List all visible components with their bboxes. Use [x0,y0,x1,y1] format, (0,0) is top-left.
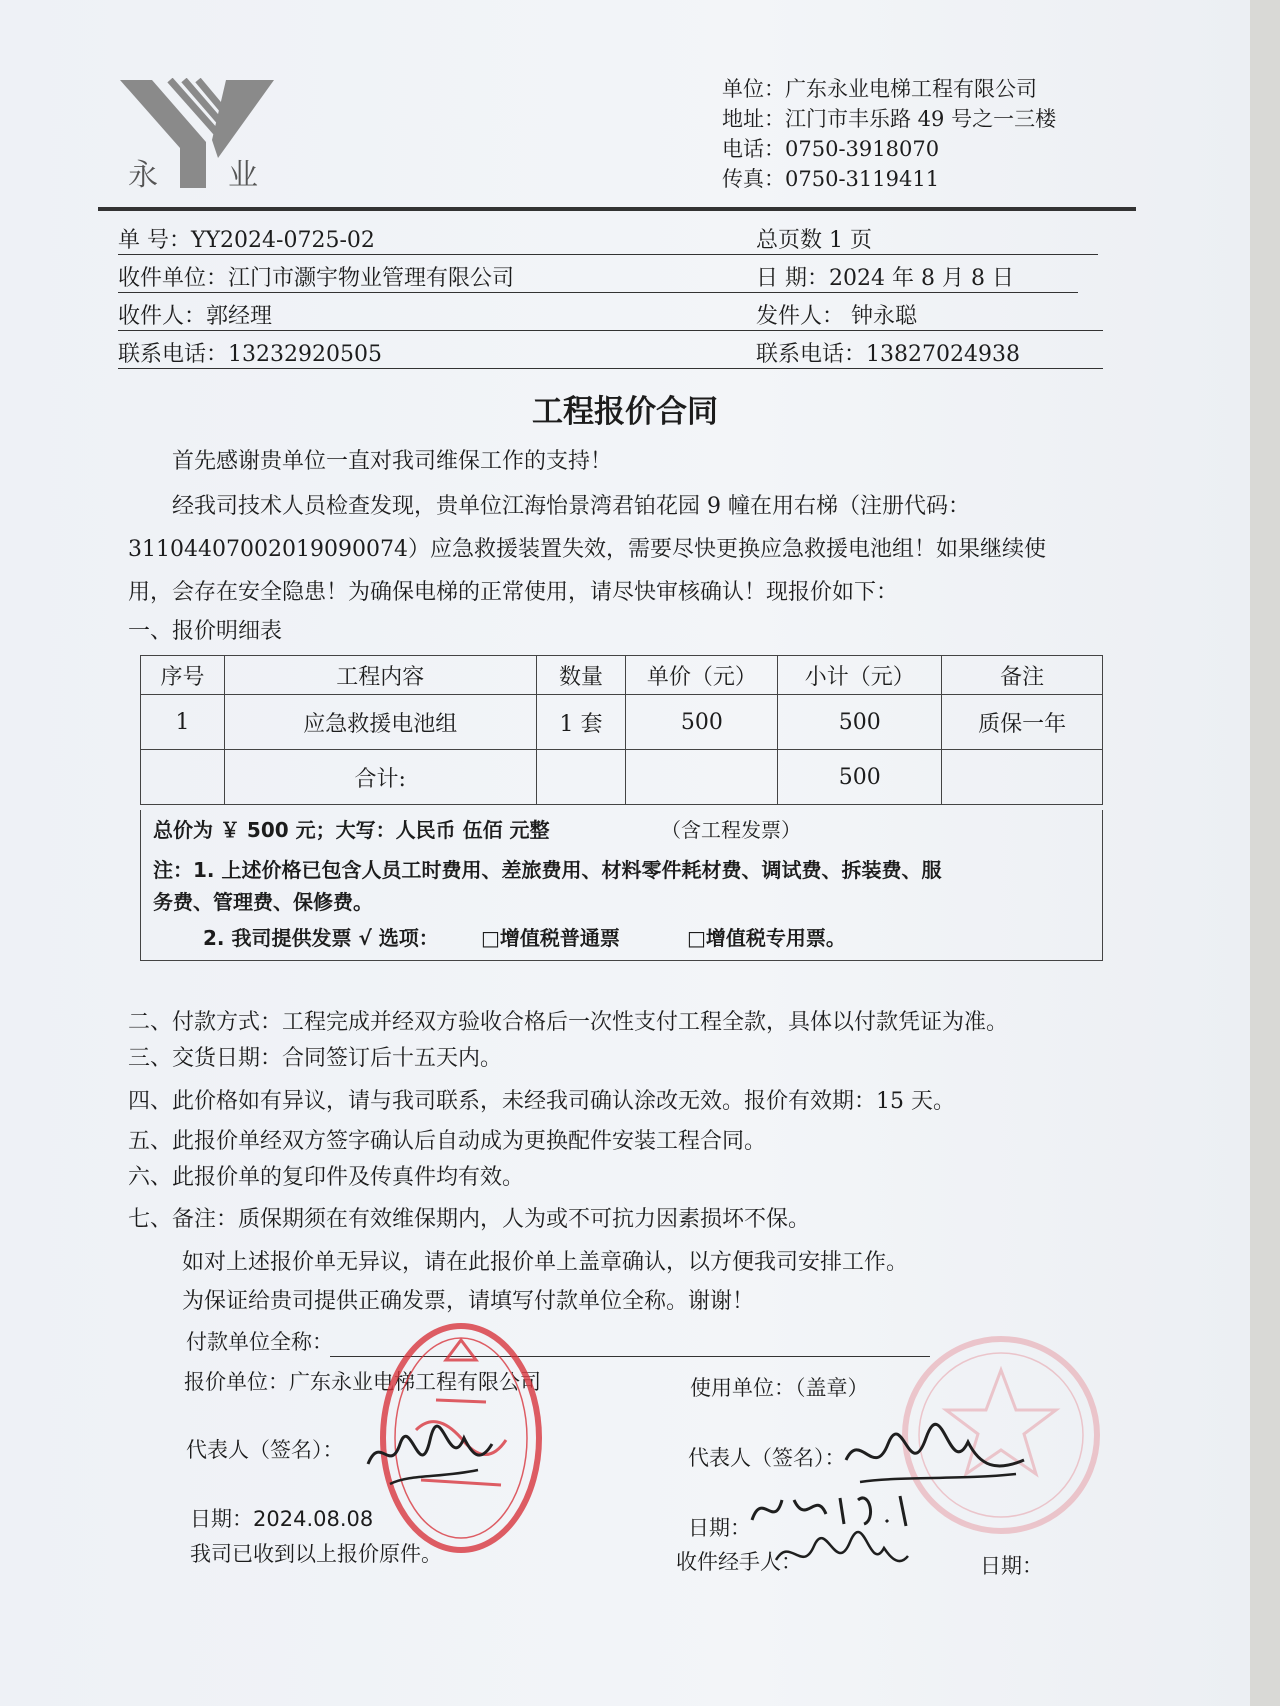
total-value: 500 [778,750,942,805]
user-unit-label: 使用单位：（盖章） [690,1376,869,1400]
intro-paragraph-2-line-3: 用，会存在安全隐患！为确保电梯的正常使用，请尽快审核确认！现报价如下： [128,580,899,605]
header-cell: 小计（元） [778,656,942,695]
company-address: 地址：江门市丰乐路 49 号之一三楼 [722,107,1057,131]
company-unit: 单位：广东永业电梯工程有限公司 [722,77,1037,101]
page-title: 工程报价合同 [532,394,718,430]
table-total-row [141,750,1103,805]
note-1-line-1: 注：1. 上述价格已包含人员工时费用、差旅费用、材料零件耗材费、调试费、拆装费、服 [153,858,942,882]
term-delivery: 三、交货日期：合同签订后十五天内。 [128,1046,503,1071]
rep-right-label: 代表人（签名）： [688,1446,846,1470]
handler-label: 收件经手人： [676,1550,802,1574]
header-cell: 数量 [536,656,626,695]
total-empty-cell [942,750,1103,805]
closing-line-2: 为保证给贵司提供正确发票，请填写付款单位全称。谢谢！ [182,1289,755,1314]
date-right-label: 日期： [688,1516,751,1540]
header-cell: 备注 [942,656,1103,695]
term-payment: 二、付款方式：工程完成并经双方验收合格后一次性支付工程全款，具体以付款凭证为准。 [128,1010,1009,1035]
date-left: 日期：2024.08.08 [190,1507,374,1531]
invoice-option-ordinary[interactable]: □增值税普通票 [481,926,620,950]
total-empty-cell [626,750,778,805]
intro-paragraph-2-line-1: 经我司技术人员检查发现，贵单位江海怡景湾君铂花园 9 幢在用右梯（注册代码： [172,494,970,519]
left-handwritten-signature [360,1414,500,1494]
closing-line-1: 如对上述报价单无异议，请在此报价单上盖章确认，以方便我司安排工作。 [182,1250,909,1275]
row-remark: 质保一年 [942,695,1103,750]
company-phone: 电话：0750-3918070 [722,137,940,161]
doc-number: 单 号：YY2024-0725-02 [118,228,375,253]
header-cell: 工程内容 [224,656,536,695]
recipient-name: 收件人：郭经理 [118,304,273,329]
total-price-text: 总价为 ￥ 500 元；大写：人民币 伍佰 元整 [153,818,550,842]
rep-left-label: 代表人（签名）： [186,1438,344,1462]
term-remarks: 七、备注：质保期须在有效维保期内，人为或不可抗力因素损坏不保。 [128,1207,811,1232]
sender-phone: 联系电话：13827024938 [756,342,1020,367]
recipient-phone: 联系电话：13232920505 [118,342,382,367]
recipient-unit: 收件单位：江门市灏宇物业管理有限公司 [118,266,515,291]
logo-text-right: 业 [228,158,258,193]
payer-label: 付款单位全称： [186,1330,333,1354]
intro-paragraph-2-line-2: 31104407002019090074）应急救援装置失效，需要尽快更换应急救援电池组！如果继续使 [128,537,1046,562]
note-2-label: 2. 我司提供发票 √ 选项： [203,926,439,950]
rule [118,292,1078,293]
row-unit-price: 500 [626,695,778,750]
invoice-included-text: （含工程发票） [661,818,801,842]
quote-table [140,655,1103,805]
total-empty-cell [536,750,626,805]
total-empty-cell [141,750,225,805]
term-objection: 四、此价格如有异议，请与我司联系，未经我司确认涂改无效。报价有效期：15 天。 [128,1089,955,1114]
table-header-row [141,656,1103,695]
row-index: 1 [141,695,225,750]
rule [118,368,1103,369]
total-label: 合计: [224,750,536,805]
term-contract: 五、此报价单经双方签字确认后自动成为更换配件安装工程合同。 [128,1129,767,1154]
row-subtotal: 500 [778,695,942,750]
logo-text-left: 永 [128,158,158,193]
company-fax: 传真：0750-3119411 [722,167,940,191]
total-pages: 总页数 1 页 [756,228,872,253]
handler-handwritten-signature [772,1530,912,1582]
invoice-option-special[interactable]: □增值税专用票。 [687,926,846,950]
price-notes-box [140,810,1103,961]
quoter-label: 报价单位：广东永业电梯工程有限公司 [184,1370,541,1394]
date-far-right-label: 日期： [980,1554,1043,1578]
header-cell: 单价（元） [626,656,778,695]
header-rule [98,207,1136,211]
intro-paragraph-1: 首先感谢贵单位一直对我司维保工作的支持！ [172,449,613,474]
doc-date: 日 期：2024 年 8 月 8 日 [756,266,1014,291]
section-1-title: 一、报价明细表 [128,619,283,644]
received-note: 我司已收到以上报价原件。 [190,1542,442,1566]
term-copies: 六、此报价单的复印件及传真件均有效。 [128,1165,525,1190]
note-1-line-2: 务费、管理费、保修费。 [153,890,373,914]
table-row [141,695,1103,750]
rule [118,254,1098,255]
row-item: 应急救援电池组 [224,695,536,750]
rule [118,330,1103,331]
sender-name: 发件人： 钟永聪 [756,304,917,329]
row-quantity: 1 套 [536,695,626,750]
header-cell: 序号 [141,656,225,695]
